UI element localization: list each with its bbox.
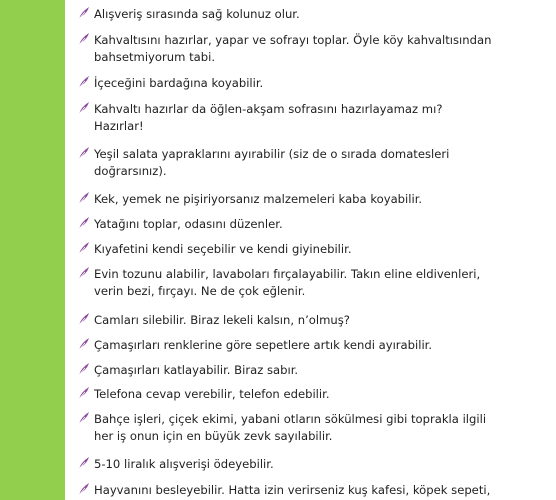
list-item <box>78 191 548 208</box>
bullet-list <box>78 0 548 500</box>
list-item <box>78 362 548 379</box>
list-item-text: Kıyafetini kendi seçebilir ve kendi giyinebilir. <box>94 242 352 256</box>
list-item-text: Kek, yemek ne pişiriyorsanız malzemeleri kaba koyabilir. <box>94 192 423 206</box>
list-item-text: Telefona cevap verebilir, telefon edebilir. <box>94 387 330 401</box>
feather-quill-icon <box>78 482 91 496</box>
list-item-text: İçeceğini bardağına koyabilir. <box>94 76 264 90</box>
feather-quill-icon <box>78 386 91 400</box>
feather-quill-icon <box>78 337 91 351</box>
feather-quill-icon <box>78 266 91 280</box>
feather-quill-icon <box>78 411 91 425</box>
list-item-text: Yeşil salata yapraklarını ayırabilir (siz de o sırada domatesleri doğrarsınız). <box>94 147 450 178</box>
list-item <box>78 386 548 403</box>
list-item <box>78 75 548 92</box>
list-item <box>78 411 548 445</box>
list-item <box>78 32 548 66</box>
feather-quill-icon <box>78 146 91 160</box>
list-item <box>78 456 548 473</box>
feather-quill-icon <box>78 312 91 326</box>
list-item <box>78 241 548 258</box>
list-item-text: Camları silebilir. Biraz lekeli kalsın, n’olmuş? <box>94 313 350 327</box>
list-item-text: Çamaşırları katlayabilir. Biraz sabır. <box>94 363 299 377</box>
list-item <box>78 146 548 180</box>
feather-quill-icon <box>78 362 91 376</box>
list-item-text: Kahvaltısını hazırlar, yapar ve sofrayı toplar. Öyle köy kahvaltısından bahsetmiyorum tabi. <box>94 33 492 64</box>
list-item-text: Çamaşırları renklerine göre sepetlere artık kendi ayırabilir. <box>94 338 433 352</box>
list-item-text: Kahvaltı hazırlar da öğlen-akşam sofrasını hazırlayamaz mı? Hazırlar! <box>94 102 443 133</box>
feather-quill-icon <box>78 75 91 89</box>
list-item-text: Yatağını toplar, odasını düzenler. <box>94 217 283 231</box>
list-item-text: Hayvanını besleyebilir. Hatta izin verirseniz kuş kafesi, köpek sepeti, <box>94 483 491 497</box>
list-item <box>78 266 548 300</box>
list-item <box>78 101 548 135</box>
feather-quill-icon <box>78 216 91 230</box>
list-item <box>78 337 548 354</box>
list-item <box>78 6 548 23</box>
feather-quill-icon <box>78 101 91 115</box>
feather-quill-icon <box>78 241 91 255</box>
list-item <box>78 216 548 233</box>
list-item-text: 5-10 liralık alışverişi ödeyebilir. <box>94 457 274 471</box>
feather-quill-icon <box>78 6 91 20</box>
feather-quill-icon <box>78 32 91 46</box>
list-item-text: Evin tozunu alabilir, lavaboları fırçalayabilir. Takın eline eldivenleri, verin bezi, fırçayı. Ne de çok eğlenir. <box>94 267 481 298</box>
list-item <box>78 312 548 329</box>
list-item-text: Bahçe işleri, çiçek ekimi, yabani otların sökülmesi gibi toprakla ilgili her iş onun için en büyük zevk sayılabilir. <box>94 412 487 443</box>
list-item <box>78 482 548 499</box>
feather-quill-icon <box>78 456 91 470</box>
feather-quill-icon <box>78 191 91 205</box>
list-item-text: Alışveriş sırasında sağ kolunuz olur. <box>94 7 300 21</box>
green-sidebar-bar <box>0 0 65 500</box>
